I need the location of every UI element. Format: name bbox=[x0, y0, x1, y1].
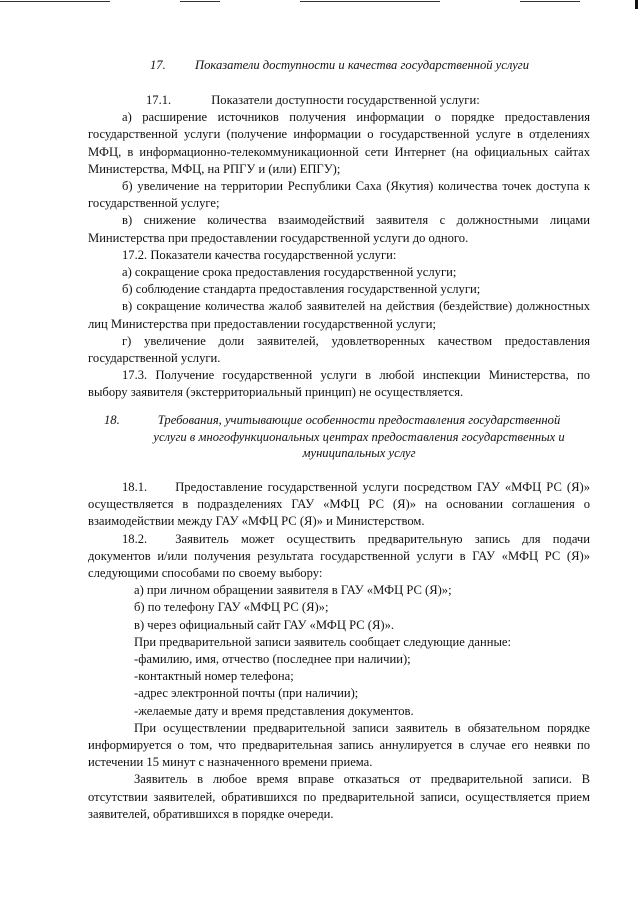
paragraph-booking-cancel: Заявитель в любое время вправе отказаться от предварительной записи. В отсутствии заявителей, обратившихся по предварительной записи, осуществляется прием заявителей, обратившихся в порядке очереди. bbox=[88, 772, 590, 821]
paragraph-booking-info: При осуществлении предварительной записи заявитель в обязательном порядке информируется о том, что предварительная запись аннулируется в случае его неявки по истечении 15 минут с назначенного времени приема. bbox=[88, 720, 590, 770]
paragraph-17-3: 17.3. Получение государственной услуги в любой инспекции Министерства, по выбору заявителя (экстерриториальный принцип) не осуществляется. bbox=[88, 368, 590, 400]
info-item-name: -фамилию, имя, отчество (последнее при наличии); bbox=[134, 652, 411, 667]
section-17-heading bbox=[88, 57, 590, 74]
section-18-number: 18. bbox=[104, 413, 120, 427]
section-17-title: Показатели доступности и качества государственной услуги bbox=[195, 58, 529, 72]
section-17-number: 17. bbox=[150, 58, 166, 72]
section-18-title-line-2: услуги в многофункциональных центрах предоставления государственных и bbox=[153, 429, 565, 444]
list-item-18-2-v: в) через официальный сайт ГАУ «МФЦ РС (Я)». bbox=[134, 617, 395, 632]
info-intro: При предварительной записи заявитель сообщает следующие данные: bbox=[134, 634, 512, 649]
list-item-17-1-a: а) расширение источников получения информации о порядке предоставления государственной услуги (получение информации о государственной услуге в отделениях МФЦ, в информационно-телекоммуникационной сети Интернет (на официальных сайтах Министерства, МФЦ, на РПГУ и (или) ЕПГУ); bbox=[88, 110, 590, 176]
scan-top-edge bbox=[0, 0, 640, 6]
list-item-17-2-a: а) сокращение срока предоставления государственной услуги; bbox=[122, 265, 457, 280]
list-item-17-2-g: г) увеличение доли заявителей, удовлетворенных качеством предоставления государственной услуги. bbox=[88, 333, 590, 366]
paragraph-number: 18.1. bbox=[122, 480, 148, 494]
scan-edge-segment bbox=[0, 1, 110, 2]
info-item-email: -адрес электронной почты (при наличии); bbox=[134, 686, 359, 701]
scan-corner-mark bbox=[635, 0, 638, 9]
scan-edge-segment bbox=[520, 1, 580, 2]
list-item-17-2-v: в) сокращение количества жалоб заявителей на действия (бездействие) должностных лиц Министерства при предоставлении государственной услуги; bbox=[88, 299, 590, 331]
scan-edge-segment bbox=[180, 1, 220, 2]
paragraph-17-1 bbox=[88, 92, 590, 109]
list-item-17-1-v: в) снижение количества взаимодействий заявителя с должностными лицами Министерства при предоставлении государственной услуги до одного. bbox=[88, 213, 590, 245]
info-item-datetime: -желаемые дату и время представления документов. bbox=[134, 703, 414, 718]
info-item-phone: -контактный номер телефона; bbox=[134, 669, 294, 684]
list-item-18-2-a: а) при личном обращении заявителя в ГАУ «МФЦ РС (Я)»; bbox=[134, 583, 452, 598]
scan-edge-segment bbox=[300, 1, 440, 2]
paragraph-text: Показатели доступности государственной услуги: bbox=[211, 93, 480, 107]
paragraph-17-2: 17.2. Показатели качества государственной услуги: bbox=[122, 247, 397, 262]
paragraph-text: Заявитель может осуществить предварительную запись для подачи документов и/или получения результата государственной услуги в ГАУ «МФЦ РС (Я)» следующими способами по своему выбору: bbox=[88, 531, 590, 581]
list-item-17-1-b: б) увеличение на территории Республики Саха (Якутия) количества точек доступа к государственной услуге; bbox=[88, 179, 590, 211]
paragraph-number: 18.2. bbox=[122, 531, 148, 546]
section-18-title-line-1: Требования, учитывающие особенности предоставления государственной bbox=[157, 413, 561, 427]
list-item-18-2-b: б) по телефону ГАУ «МФЦ РС (Я)»; bbox=[134, 600, 329, 615]
section-18-title-line-3: муниципальных услуг bbox=[302, 446, 416, 460]
list-item-17-2-b: б) соблюдение стандарта предоставления государственной услуги; bbox=[122, 282, 481, 297]
paragraph-text: Предоставление государственной услуги посредством ГАУ «МФЦ РС (Я)» осуществляется в подразделениях ГАУ «МФЦ РС (Я)» на основании соглашения о взаимодействии между ГАУ «МФЦ РС (Я)» и Министерством. bbox=[88, 480, 590, 529]
paragraph-18-1 bbox=[88, 479, 590, 531]
paragraph-18-2 bbox=[88, 531, 590, 583]
section-17-body bbox=[88, 92, 590, 402]
paragraph-number: 17.1. bbox=[146, 93, 172, 107]
section-18-body bbox=[88, 479, 590, 823]
section-18-heading bbox=[88, 412, 590, 462]
